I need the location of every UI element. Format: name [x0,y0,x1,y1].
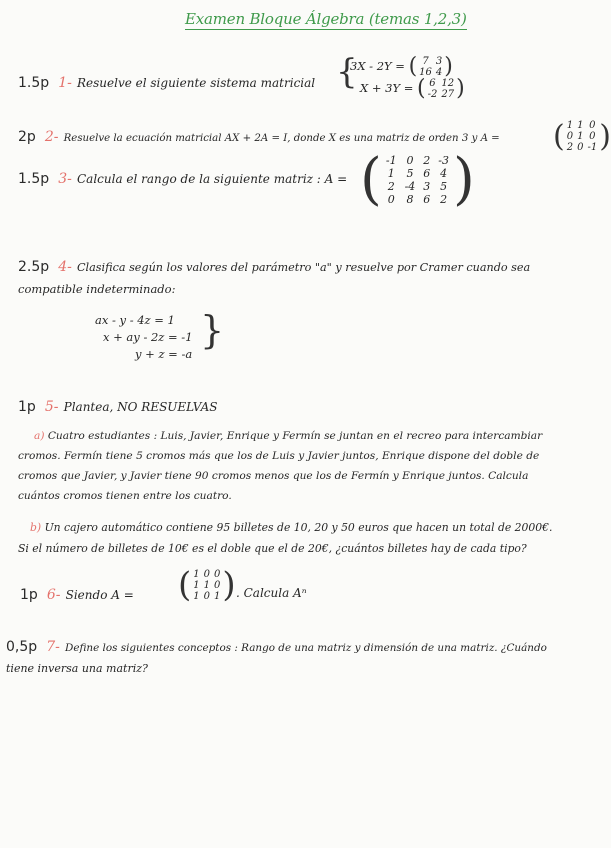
q5a-line1 [34,430,542,442]
cell: 1 [214,590,221,602]
q3-text: Calcula el rango de la siguiente matriz : A = [76,172,348,186]
q4-system [95,312,193,363]
cell: 0 [203,590,211,602]
cell: 0 [589,131,596,142]
cell: -2 [427,89,438,100]
q4-text-line1: Clasifica según los valores del parámetro "a" y resuelve por Cramer cuando sea [76,261,531,274]
q6-number: 6- [46,587,61,603]
cell: 0 [214,579,221,591]
cell: 2 [566,142,574,153]
q1-eq1 [350,56,465,78]
cell: 0 [214,568,221,580]
cell: 8 [406,193,414,206]
q6-matrix-a: ( 1 0 0 1 1 0 1 0 1 ) [178,565,236,605]
cell: 16 [419,67,432,78]
cell: -1 [587,142,598,153]
cell: 3 [423,180,431,193]
cell: 0 [406,154,414,167]
question-1 [18,72,315,91]
q6-text-before: Siendo A = [65,588,134,602]
cell: 5 [440,180,448,193]
cell: 12 [441,78,455,89]
q4-number: 4- [58,259,72,275]
cell: 27 [441,89,455,100]
cell: 1 [577,131,584,142]
cell: 7 [422,56,429,67]
cell: 1 [566,120,574,131]
cell: -3 [438,154,450,167]
q4-eq2: x + ay - 2z = -1 [103,330,193,344]
q6-text-after: . Calcula Aⁿ [236,586,307,600]
q4-text-line2: compatible indeterminado: [18,282,176,296]
cell: 0 [387,193,395,206]
question-6 [20,584,134,603]
q1-system [350,56,465,100]
q6-points: 1p [20,587,38,603]
cell: 1 [193,568,200,580]
q5b-line1-text: Un cajero automático contiene 95 billetes de 10, 20 y 50 euros que hacen un total de 2000€. [44,521,553,534]
q1-number: 1- [58,75,72,91]
question-4 [18,256,530,275]
q7-text-line2: tiene inversa una matriz? [6,662,148,675]
q4-eq3: y + z = -a [135,347,193,361]
q5b-line2: Si el número de billetes de 10€ es el doble que el de 20€, ¿cuántos billetes hay de cada tipo? [18,542,527,555]
q5a-line3: cromos que Javier, y Javier tiene 90 cromos menos que los de Fermín y Enrique juntos. Calcula [18,470,529,482]
q5-text: Plantea, NO RESUELVAS [63,400,218,414]
q5-number: 5- [44,399,59,415]
cell: 0 [577,142,584,153]
q4-system-brace: } [200,308,225,352]
question-3 [18,168,347,187]
question-7 [6,636,547,655]
cell: 6 [423,193,431,206]
q7-points: 0,5p [6,639,38,655]
cell: 1 [193,590,200,602]
q1-system-brace: { [336,52,358,92]
q5a-line1-text: Cuatro estudiantes : Luis, Javier, Enrique y Fermín se juntan en el recreo para intercambiar [47,430,543,442]
cell: 6 [429,78,436,89]
q5-points: 1p [18,399,36,415]
q1-eq1-lhs: 3X - 2Y = [350,59,405,73]
q2-text: Resuelve la ecuación matricial AX + 2A = I, donde X es una matriz de orden 3 y A = [63,133,500,144]
q1-eq2-lhs: X + 3Y = [360,81,414,95]
q3-points: 1.5p [18,171,50,187]
q2-points: 2p [18,129,36,145]
cell: 1 [577,120,584,131]
question-2 [18,126,500,145]
cell: 4 [435,67,443,78]
q7-number: 7- [46,639,60,655]
q5a-line2: cromos. Fermín tiene 5 cromos más que los de Luis y Javier juntos, Enrique dispone del doble de [18,450,540,462]
q5b-label: b) [30,521,42,534]
cell: 2 [423,154,431,167]
q5a-label: a) [34,430,45,442]
cell: 0 [589,120,596,131]
cell: 3 [435,56,443,67]
question-5 [18,396,217,415]
q4-points: 2.5p [18,259,50,275]
q5a-line4: cuántos cromos tienen entre los cuatro. [18,490,232,502]
q2-matrix-a: ( 1 1 0 0 1 0 2 0 -1 ) [553,118,611,154]
cell: 0 [203,568,211,580]
q1-matrix-1: ( 7 3 16 4 ) [408,54,453,79]
q1-matrix-2: ( 6 12 -2 27 ) [417,76,465,101]
cell: 1 [387,167,395,180]
cell: -4 [404,180,416,193]
q1-points: 1.5p [18,75,50,91]
q5b-line1 [30,521,552,534]
cell: 2 [387,180,395,193]
cell: 5 [406,167,414,180]
q3-number: 3- [58,171,72,187]
cell: 2 [440,193,448,206]
q1-eq2 [360,78,465,100]
cell: 4 [440,167,448,180]
q2-number: 2- [44,129,59,145]
cell: 1 [203,579,211,591]
q4-eq1: ax - y - 4z = 1 [95,313,175,327]
cell: -1 [385,154,397,167]
q7-text-line1: Define los siguientes conceptos : Rango de una matriz y dimensión de una matriz. ¿Cuándo [64,642,547,654]
exam-title: Examen Bloque Álgebra (temas 1,2,3) [185,10,467,28]
cell: 0 [566,131,574,142]
q3-matrix-a: ( -1 0 2 -3 1 5 6 4 2 -4 3 5 0 8 6 2 ) [360,147,475,212]
cell: 1 [193,579,200,591]
q1-text: Resuelve el siguiente sistema matricial [76,76,316,90]
cell: 6 [423,167,431,180]
